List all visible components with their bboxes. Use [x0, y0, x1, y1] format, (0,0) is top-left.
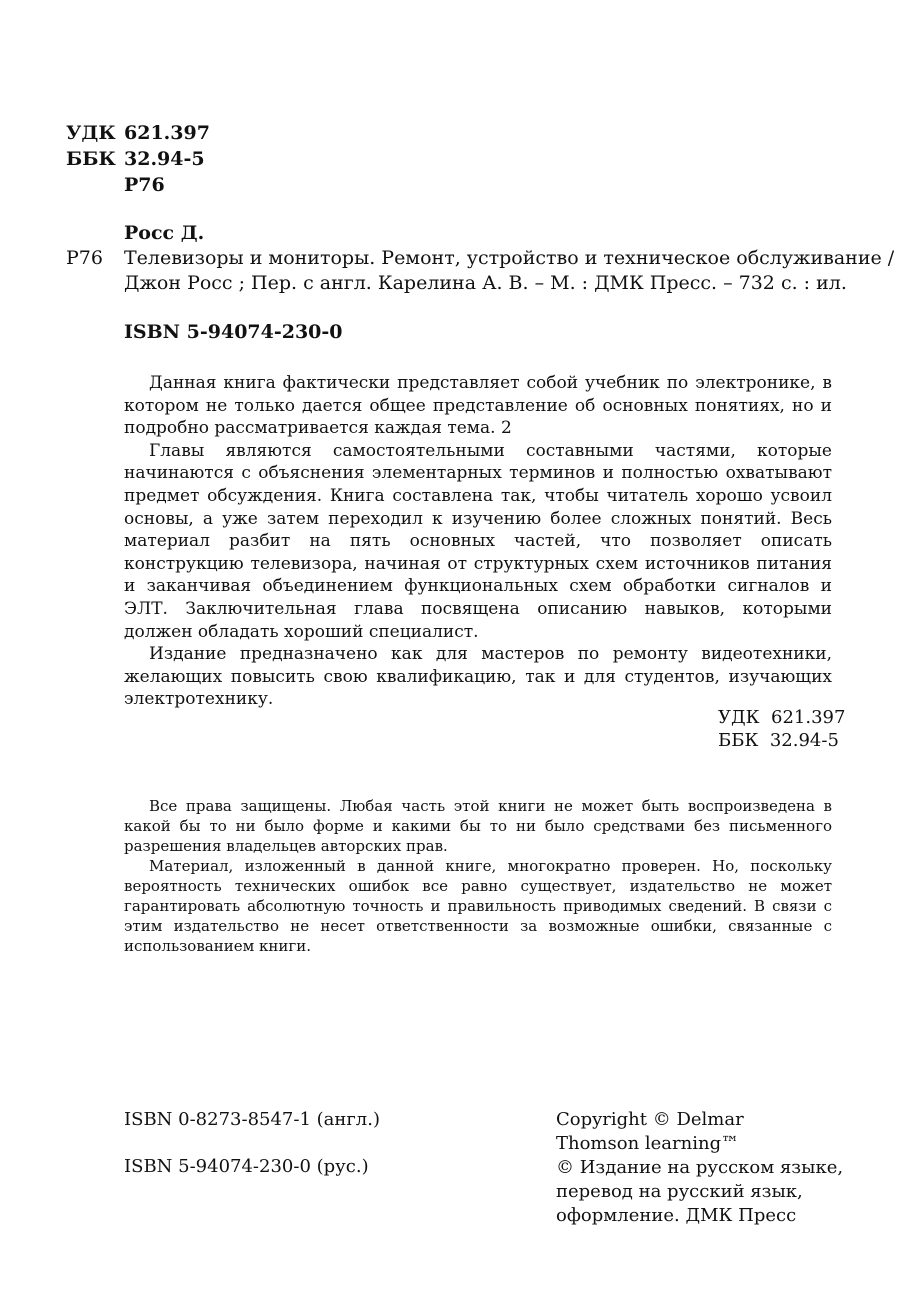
copyright-block	[556, 1108, 843, 1228]
record-author: Росс Д.	[124, 222, 205, 244]
record-title-line2: Джон Росс ; Пер. с англ. Карелина А. В. – М. : ДМК Пресс. – 732 с. : ил.	[124, 272, 847, 294]
bbk-row	[66, 146, 210, 172]
annotation-paragraph: Данная книга фактически представляет собой учебник по электронике, в котором не только дается общее представление об основных понятиях, но и подробно рассматривается каждая тема. 2	[124, 373, 832, 439]
bbk-label: ББК	[66, 148, 116, 170]
author-mark: Р76	[124, 174, 165, 196]
udk-row	[66, 120, 210, 146]
copyright-line: оформление. ДМК Пресс	[556, 1205, 797, 1226]
rights-paragraph: Материал, изложенный в данной книге, многократно проверен. Но, поскольку вероятность технических ошибок все равно существует, издательство не может гарантировать абсолютную точность и правильность приводимых сведений. В связи с этим издательство не несет ответственности за возможные ошибки, связанные с использованием книги.	[124, 857, 832, 955]
annotation	[124, 372, 832, 711]
right-bbk: ББК 32.94-5	[718, 730, 839, 751]
rights-paragraph: Все права защищены. Любая часть этой книги не может быть воспроизведена в какой бы то ни было форме и какими бы то ни было средствами без письменного разрешения владельцев авторских прав.	[124, 797, 832, 855]
copyright-line: Copyright © Delmar	[556, 1109, 744, 1130]
udk-value: 621.397	[124, 122, 210, 144]
record-isbn: ISBN 5-94074-230-0	[124, 321, 343, 343]
record-mark: Р76	[66, 247, 103, 269]
copyright-line: Thomson learning™	[556, 1133, 740, 1154]
rights-notice	[124, 796, 832, 956]
right-classification	[718, 706, 845, 752]
annotation-paragraph: Главы являются самостоятельными составными частями, которые начинаются с объяснения элементарных терминов и полностью охватывают предмет обсуждения. Книга составлена так, чтобы читатель хорошо усвоил основы, а уже затем переходил к изучению более сложных понятий. Весь материал разбит на пять основных частей, что позволяет описать конструкцию телевизора, начиная от структурных схем источников питания и заканчивая объединением функциональных схем обработки сигналов и ЭЛТ. Заключительная глава посвящена описанию навыков, которыми должен обладать хороший специалист.	[124, 440, 832, 642]
isbn-ru: ISBN 5-94074-230-0 (рус.)	[124, 1156, 369, 1177]
bbk-value: 32.94-5	[124, 148, 205, 170]
classification-block	[66, 120, 210, 198]
udk-label: УДК	[66, 122, 116, 144]
right-udk: УДК 621.397	[718, 707, 846, 728]
annotation-paragraph: Издание предназначено как для мастеров по ремонту видеотехники, желающих повысить свою квалификацию, так и для студентов, изучающих электротехнику.	[124, 644, 832, 710]
copyright-line: перевод на русский язык,	[556, 1181, 803, 1202]
isbn-en: ISBN 0-8273-8547-1 (англ.)	[124, 1109, 380, 1130]
copyright-line: © Издание на русском языке,	[556, 1157, 844, 1178]
record-title-line1: Телевизоры и мониторы. Ремонт, устройство и техническое обслуживание /	[124, 247, 895, 269]
author-mark-row	[66, 172, 210, 198]
